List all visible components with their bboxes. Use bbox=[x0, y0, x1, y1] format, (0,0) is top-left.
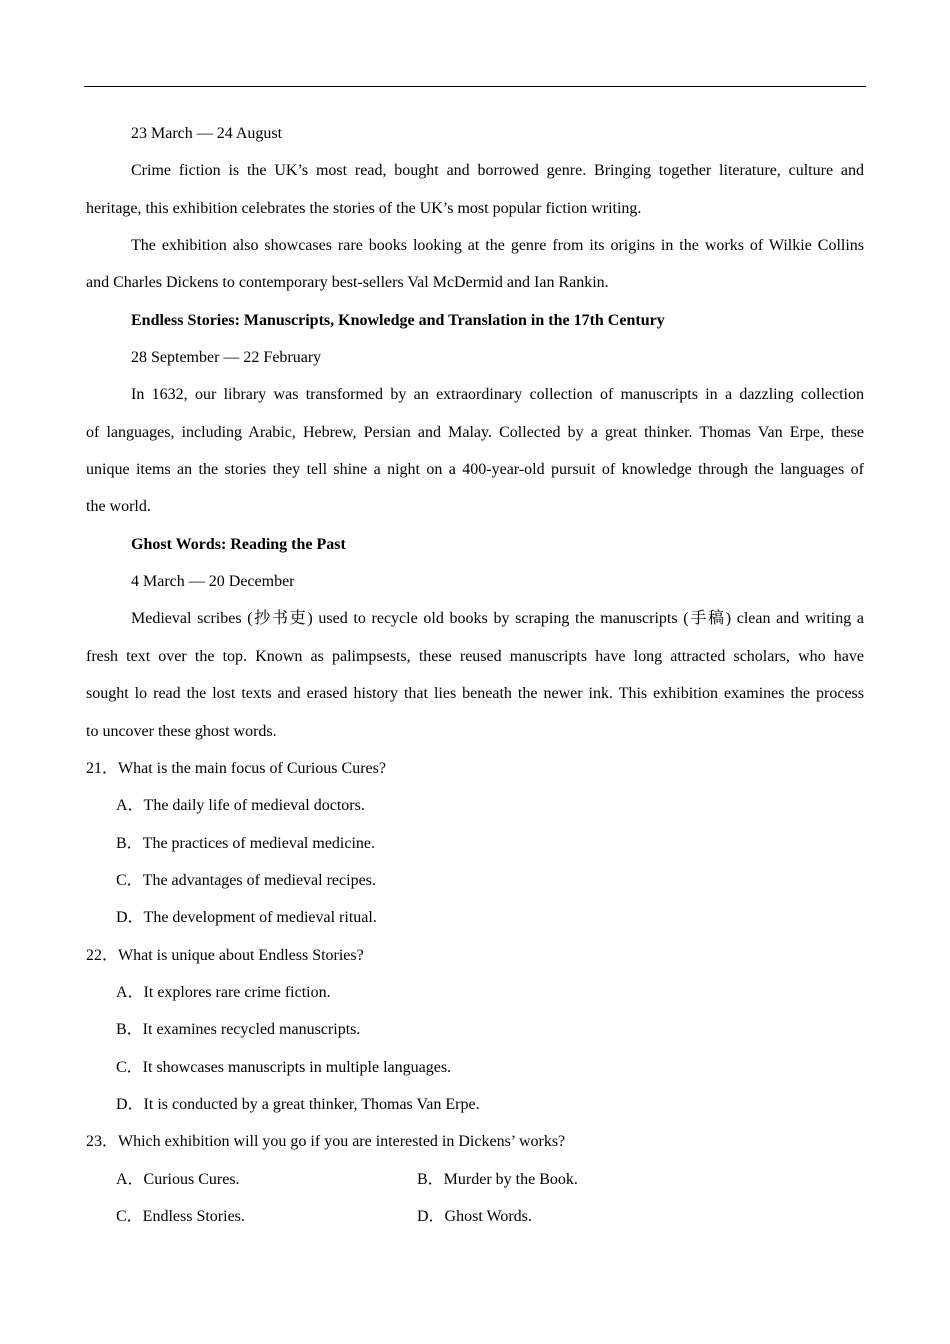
header-rule bbox=[84, 86, 866, 87]
murder-paragraph-1-line-1: Crime fiction is the UK’s most read, bought and borrowed genre. Bringing together literature, culture and bbox=[131, 162, 864, 180]
question-23-options-row-1 bbox=[86, 1161, 864, 1198]
ghost-words-line-4: to uncover these ghost words. bbox=[86, 722, 277, 740]
question-23-option-d: D．Ghost Words. bbox=[417, 1207, 532, 1225]
ghost-words-line-3: sought lo read the lost texts and erased history that lies beneath the newer ink. This exhibition examines the process bbox=[86, 685, 864, 703]
question-22-option-a: A．It explores rare crime fiction. bbox=[116, 983, 331, 1001]
murder-dates: 23 March — 24 August bbox=[131, 125, 283, 142]
ghost-words-dates: 4 March — 20 December bbox=[131, 573, 295, 591]
endless-stories-dates: 28 September — 22 February bbox=[131, 349, 322, 367]
question-22-option-d: D．It is conducted by a great thinker, Thomas Van Erpe. bbox=[116, 1095, 480, 1113]
question-21-option-b: B．The practices of medieval medicine. bbox=[116, 834, 376, 852]
endless-stories-line-2: of languages, including Arabic, Hebrew, Persian and Malay. Collected by a great thinker. Thomas Van Erpe, these bbox=[86, 423, 864, 441]
ghost-words-line-2: fresh text over the top. Known as palimpsests, these reused manuscripts have long attracted scholars, who have bbox=[86, 647, 864, 665]
question-23-options-row-2 bbox=[86, 1198, 864, 1235]
question-23-option-b: B．Murder by the Book. bbox=[417, 1170, 578, 1188]
endless-stories-title: Endless Stories: Manuscripts, Knowledge and Translation in the 17th Century bbox=[131, 311, 665, 329]
endless-stories-line-4: the world. bbox=[86, 498, 151, 516]
murder-paragraph-1-line-2: heritage, this exhibition celebrates the stories of the UK’s most popular fiction writing. bbox=[86, 199, 642, 217]
endless-stories-line-1: In 1632, our library was transformed by an extraordinary collection of manuscripts in a dazzling collection bbox=[131, 386, 864, 404]
question-23-stem: 23．Which exhibition will you go if you are interested in Dickens’ works? bbox=[86, 1133, 566, 1151]
endless-stories-line-3: unique items an the stories they tell shine a night on a 400-year-old pursuit of knowledge through the languages of bbox=[86, 461, 864, 479]
question-22-option-b: B．It examines recycled manuscripts. bbox=[116, 1021, 361, 1039]
murder-paragraph-2-line-2: and Charles Dickens to contemporary best-sellers Val McDermid and Ian Rankin. bbox=[86, 274, 609, 292]
document-body bbox=[86, 115, 864, 1235]
question-23-option-a: A．Curious Cures. bbox=[116, 1170, 240, 1188]
ghost-words-line-1: Medieval scribes (抄书吏) used to recycle old books by scraping the manuscripts (手稿) clean and writing a bbox=[131, 610, 864, 628]
question-23-option-c: C．Endless Stories. bbox=[116, 1207, 245, 1225]
question-21-option-a: A．The daily life of medieval doctors. bbox=[116, 797, 365, 815]
murder-paragraph-2-line-1: The exhibition also showcases rare books looking at the genre from its origins in the works of Wilkie Collins bbox=[131, 237, 864, 255]
question-21-option-d: D．The development of medieval ritual. bbox=[116, 909, 377, 927]
question-21-option-c: C．The advantages of medieval recipes. bbox=[116, 871, 376, 889]
question-22-stem: 22．What is unique about Endless Stories? bbox=[86, 946, 364, 964]
question-22-option-c: C．It showcases manuscripts in multiple languages. bbox=[116, 1058, 452, 1076]
ghost-words-title: Ghost Words: Reading the Past bbox=[131, 535, 346, 553]
question-21-stem: 21．What is the main focus of Curious Cures? bbox=[86, 759, 386, 777]
